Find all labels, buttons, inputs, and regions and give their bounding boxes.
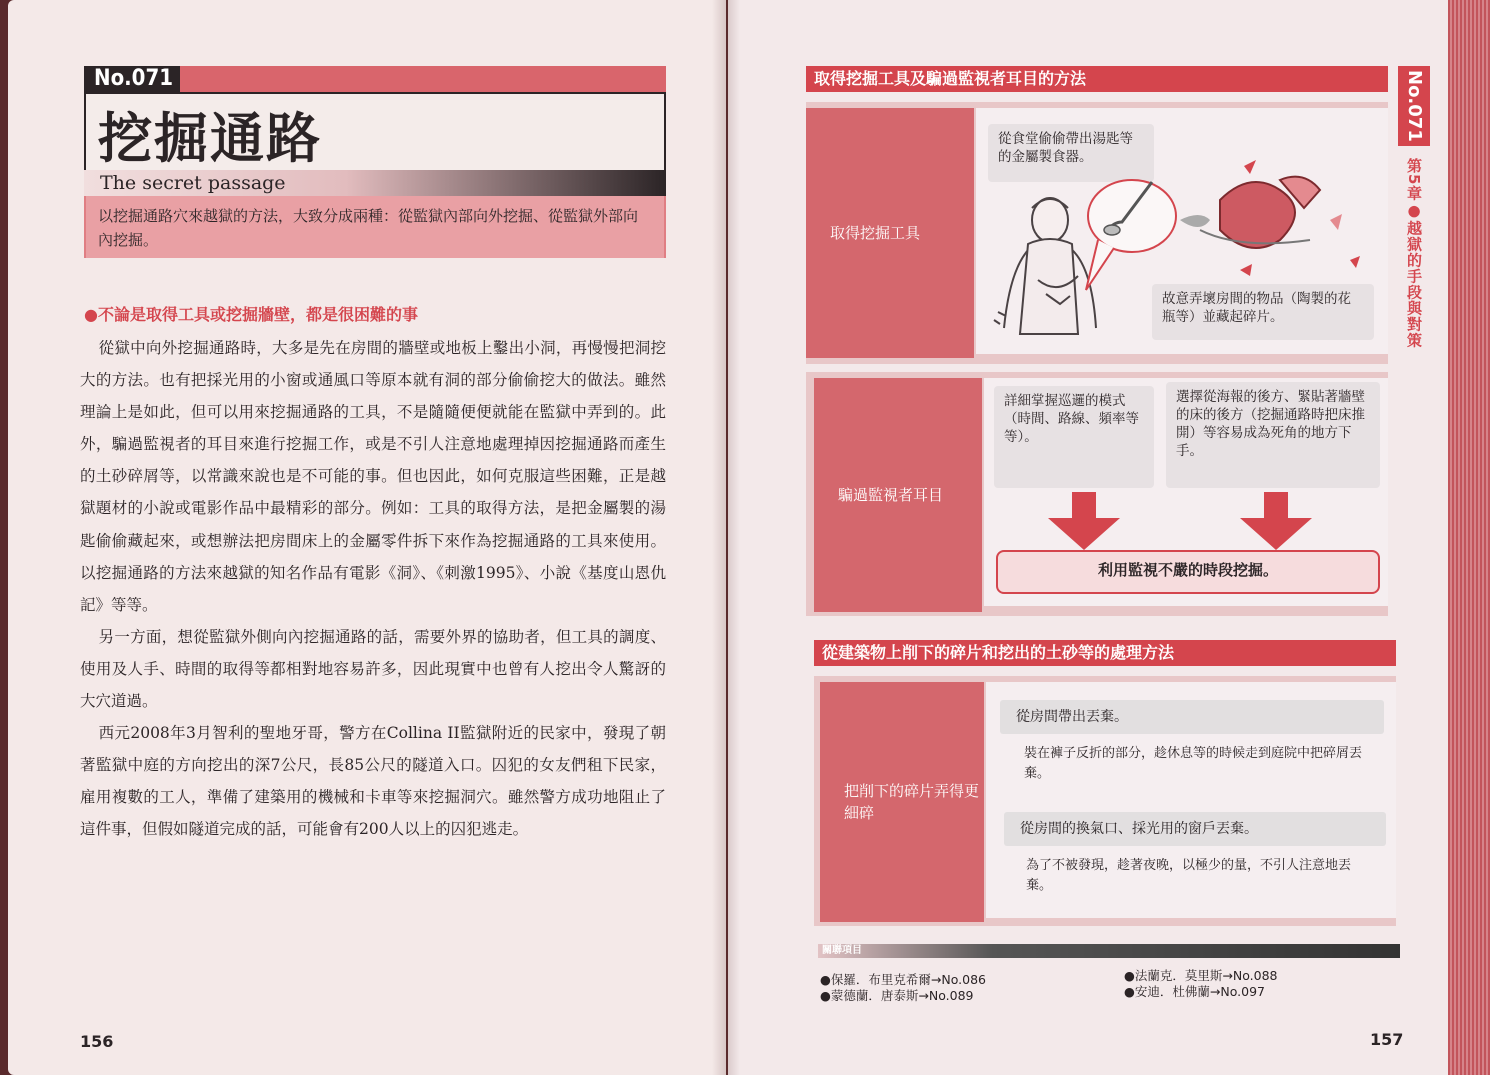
section-header-text: 取得挖掘工具及騙過監視者耳目的方法: [814, 69, 1087, 88]
paragraph: 從獄中向外挖掘通路時，大多是先在房間的牆壁或地板上鑿出小洞，再慢慢把洞挖大的方法。也有把採光用的小窗或通風口等原本就有洞的部分偷偷挖大的做法。雖然理論上是如此，但可以用來挖掘通路的工具，不是隨隨便便就能在監獄中弄到的。此外，騙過監視者的耳目來進行挖掘工作，或是不引人注意地處理掉因挖掘通路而產生的土砂碎屑等，以常識來說也是不可能的事。但也因此，如何克服這些困難，正是越獄題材的小說或電影作品中最精彩的部分。例如：工具的取得方法，是把金屬製的湯匙偷偷藏起來，或想辦法把房間床上的金屬零件拆下來作為挖掘通路的工具來使用。以挖掘通路的方法來越獄的知名作品有電影《洞》、《刺激1995》、小說《基度山恩仇記》等等。: [80, 339, 666, 614]
down-arrow-icon: [1236, 492, 1316, 552]
disposal-method-1: 從房間帶出丟棄。: [1000, 700, 1384, 734]
section-header-tools: [806, 66, 1388, 92]
page-title: 挖掘通路: [98, 107, 322, 170]
related-items-bar: [818, 944, 1400, 958]
related-link[interactable]: ●蒙德蘭．唐泰斯→No.089: [820, 988, 974, 1003]
related-link[interactable]: ●法蘭克．莫里斯→No.088: [1124, 968, 1278, 983]
section-header-disposal: [814, 640, 1396, 666]
english-subtitle: The secret passage: [100, 172, 286, 194]
title-accent-bar: [180, 66, 666, 92]
note-blindspot: 選擇從海報的後方、緊貼著牆壁的床的後方（挖掘通路時把床推開）等容易成為死角的地方下手。: [1166, 382, 1380, 488]
prisoner-illustration: [994, 198, 1096, 334]
row-label: [814, 378, 982, 612]
disposal-detail-2: 為了不被發現，趁著夜晚，以極少的量，不引人注意地丟棄。: [1026, 858, 1352, 893]
related-link[interactable]: ●保羅．布里克希爾→No.086: [820, 972, 986, 987]
body-text: [80, 332, 666, 846]
book-gutter: [712, 0, 740, 1075]
paragraph: 西元2008年3月智利的聖地牙哥，警方在Collina II監獄附近的民家中，發現了朝著監獄中庭的方向挖出的深7公尺，長85公尺的隧道入口。囚犯的女友們租下民家，雇用複數的工人，準備了建築用的機械和卡車等來挖掘洞穴。雖然警方成功地阻止了這件事，但假如隧道完成的話，可能會有200人以上的囚犯逃走。: [80, 724, 666, 839]
paragraph: 另一方面，想從監獄外側向內挖掘通路的話，需要外界的協助者，但工具的調度、使用及人手、時間的取得等都相對地容易許多，因此現實中也曾有人挖出令人驚訝的大穴道過。: [80, 627, 666, 711]
row-label: [820, 682, 984, 922]
row-label-text: 把削下的碎片弄得更細碎: [844, 782, 980, 822]
note-vase: 故意弄壞房間的物品（陶製的花瓶等）並藏起碎片。: [1152, 284, 1374, 340]
broken-vase-illustration: [1180, 160, 1360, 276]
disposal-method-2: 從房間的換氣口、採光用的窗戶丟棄。: [1004, 812, 1386, 846]
title-box: [84, 92, 666, 174]
row-label-text: 取得挖掘工具: [830, 224, 921, 242]
entry-number: No.071: [84, 66, 180, 92]
note-patrol: 詳細掌握巡邏的模式（時間、路線、頻率等等）。: [994, 386, 1154, 488]
result-box: 利用監視不嚴的時段挖掘。: [996, 550, 1380, 594]
row-label-text: 騙過監視者耳目: [838, 486, 944, 504]
subtitle-bar: [84, 170, 666, 196]
page-number-left: 156: [80, 1032, 114, 1051]
side-tab: [1398, 66, 1430, 376]
note-spoon: 從食堂偷偷帶出湯匙等的金屬製食器。: [988, 124, 1154, 182]
summary-box: 以挖掘通路穴來越獄的方法，大致分成兩種：從監獄內部向外挖掘、從監獄外部向內挖掘。: [84, 196, 666, 258]
section-header-text: 從建築物上削下的碎片和挖出的土砂等的處理方法: [822, 643, 1175, 662]
related-link[interactable]: ●安迪．杜佛蘭→No.097: [1124, 984, 1265, 999]
section-heading: ●不論是取得工具或挖掘牆壁，都是很困難的事: [84, 305, 418, 324]
row-label: [806, 108, 974, 358]
illustration-svg: [980, 160, 1380, 360]
disposal-detail-1: 裝在褲子反折的部分，趁休息等的時候走到庭院中把碎屑丟棄。: [1024, 746, 1363, 781]
page-number-right: 157: [1370, 1030, 1404, 1049]
down-arrow-icon: [1044, 492, 1124, 552]
side-entry-number: No.071: [1398, 66, 1430, 146]
related-label: 關聯項目: [822, 945, 862, 956]
speech-bubble: [1086, 180, 1176, 290]
page-edges: [1448, 0, 1490, 1075]
side-chapter-title: 第5章●越獄的手段與對策: [1405, 158, 1423, 349]
